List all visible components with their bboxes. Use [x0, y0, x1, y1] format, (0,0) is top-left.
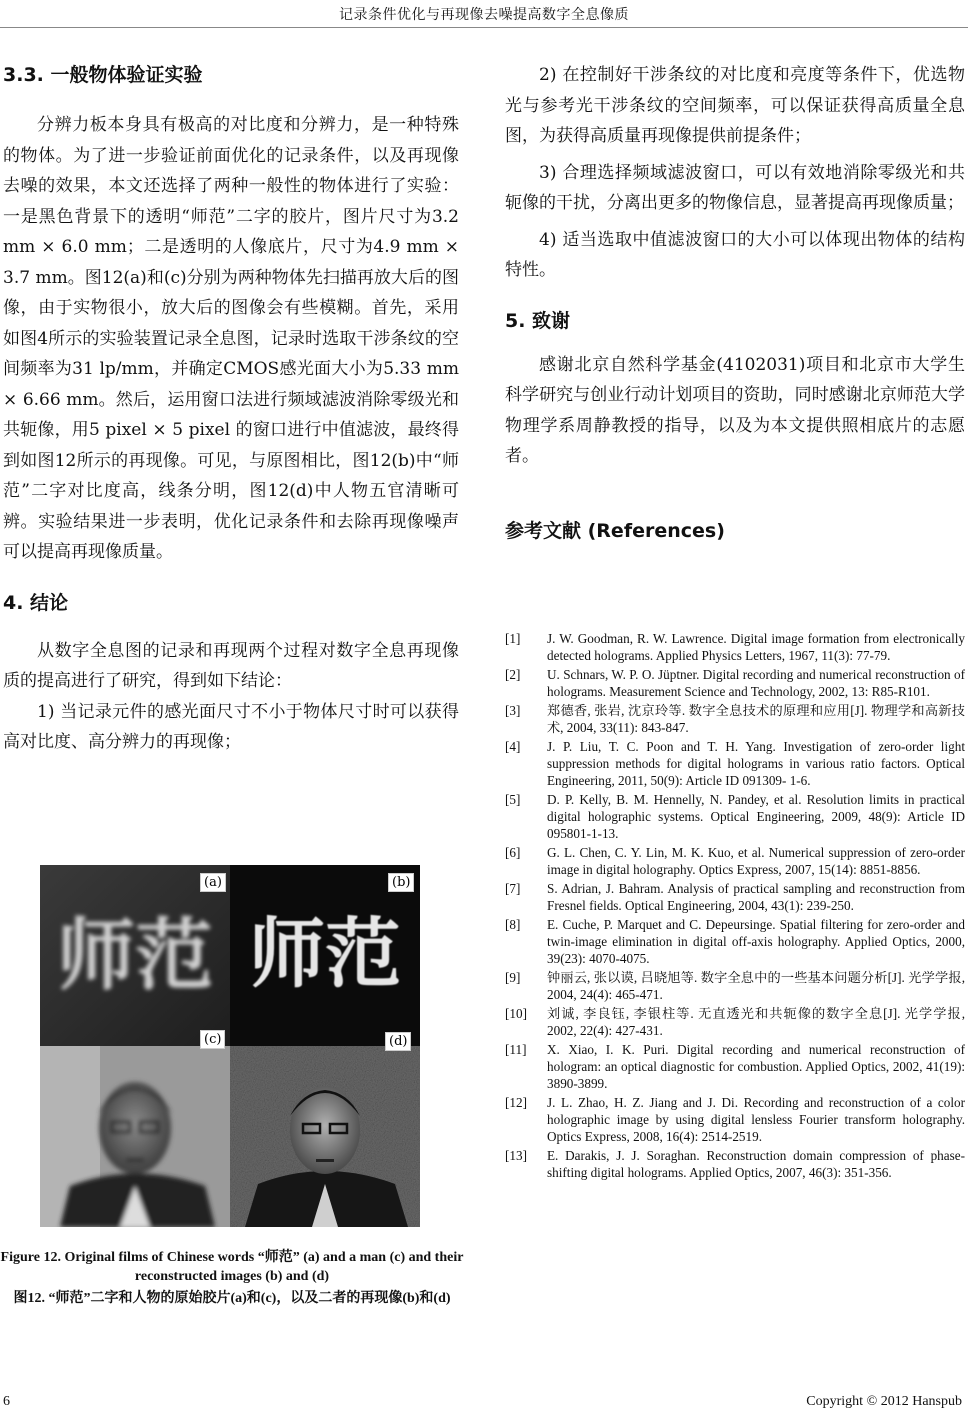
panel-label-c: (c) [200, 1030, 225, 1049]
figure-panel-d [230, 1046, 420, 1227]
reference-number: [7] [505, 881, 521, 896]
figure-caption-cn: 图12. “师范”二字和人物的原始胶片(a)和(c)，以及二者的再现像(b)和(d) [13, 1291, 451, 1306]
panel-b-chars: 师范 [249, 909, 401, 998]
figure-panel-b [230, 865, 420, 1046]
figure-panel-a [40, 865, 230, 1046]
reference-item [505, 791, 965, 842]
reference-text: 钟丽云, 张以谟, 吕晓旭等. 数字全息中的一些基本问题分析[J]. 光学学报, 2004, 24(4): 465-471. [547, 970, 965, 1002]
reference-text: E. Darakis, J. J. Soraghan. Reconstruction domain compression of phase-shifting digital holograms. Applied Optics, 2007, 46(3): 351-356. [547, 1148, 965, 1180]
reference-number: [1] [505, 631, 521, 646]
conclusion-item-4: 4) 适当选取中值滤波窗口的大小可以体现出物体的结构特性。 [505, 229, 965, 280]
panel-label-a: (a) [200, 873, 226, 892]
conclusion-item-3: 3) 合理选择频域滤波窗口，可以有效地消除零级光和共轭像的干扰，分离出更多的物像信息，显著提高再现像质量； [505, 162, 965, 213]
reference-number: [9] [505, 970, 521, 985]
references-title: 参考文献 (References) [505, 519, 725, 542]
reference-item [505, 1147, 965, 1181]
reference-item [505, 702, 965, 736]
reference-text: D. P. Kelly, B. M. Hennelly, N. Pandey, et al. Resolution limits in practical digital holographic systems. Optical Engineering, 2009, 48(9): Article ID 095801-1-13. [547, 792, 965, 841]
reference-number: [2] [505, 667, 521, 682]
figure-caption-en: Figure 12. Original films of Chinese words “师范” (a) and a man (c) and their reconstructed images (b) and (d) [0, 1250, 464, 1284]
section-4-title: 4. 结论 [3, 591, 69, 614]
reference-number: [10] [505, 1006, 527, 1021]
conclusion-item-2: 2) 在控制好干涉条纹的对比度和亮度等条件下，优选物光与参考光干涉条纹的空间频率，可以保证获得高质量全息图，为获得高质量再现像提供前提条件； [505, 65, 965, 146]
panel-b-image [230, 865, 420, 1046]
section-4-paragraph-1: 从数字全息图的记录和再现两个过程对数字全息再现像质的提高进行了研究，得到如下结论： [3, 640, 459, 691]
reference-item [505, 1041, 965, 1092]
reference-item [505, 666, 965, 700]
reference-number: [6] [505, 845, 521, 860]
panel-label-b: (b) [388, 873, 414, 892]
panel-a-image [40, 865, 230, 1046]
reference-item [505, 916, 965, 967]
reference-text: U. Schnars, W. P. O. Jüptner. Digital recording and numerical reconstruction of holograms. Measurement Science and Technology, 2002, 13: R85-R101. [547, 667, 965, 699]
reference-item [505, 880, 965, 914]
section-3-3-title: 3.3. 一般物体验证实验 [3, 64, 203, 86]
reference-number: [8] [505, 917, 521, 932]
running-header: 记录条件优化与再现像去噪提高数字全息像质 [339, 7, 629, 23]
section-3-3-paragraph: 分辨力板本身具有极高的对比度和分辨力，是一种特殊的物体。为了进一步验证前面优化的记录条件，以及再现像去噪的效果，本文还选择了两种一般性的物体进行了实验：一是黑色背景下的透明“师范”二字的胶片，图片尺寸为3.2 mm × 6.0 mm；二是透明的人像底片，尺寸为4.9 mm × 3.7 mm。图12(a)和(c)分别为两种物体先扫描再放大后的图像，由于实物很小，放大后的图像会有些模糊。首先，采用如图4所示的实验装置记录全息图，记录时选取干涉条纹的空间频率为31 lp/mm，并确定CMOS感光面大小为5.33 mm × 6.66 mm。然后，运用窗口法进行频域滤波消除零级光和共轭像，用5 pixel × 5 pixel 的窗口进行中值滤波，最终得到如图12所示的再现像。可见，与原图相比，图12(b)中“师范”二字对比度高，线条分明，图12(d)中人物五官清晰可辨。实验结果进一步表明，优化记录条件和去除再现像噪声可以提高再现像质量。 [3, 115, 459, 562]
reference-number: [11] [505, 1042, 527, 1057]
reference-text: X. Xiao, I. K. Puri. Digital recording and numerical reconstruction of hologram: an optical diagnostic for combustion. Applied Optics, 2002, 41(19): 3890-3899. [547, 1042, 965, 1091]
page-number: 6 [3, 1394, 10, 1409]
left-column [3, 60, 459, 758]
reference-number: [12] [505, 1095, 527, 1110]
copyright-notice: Copyright © 2012 Hanspub [806, 1394, 962, 1409]
header-rule [0, 27, 968, 28]
right-column [505, 60, 965, 544]
reference-number: [4] [505, 739, 521, 754]
reference-item [505, 738, 965, 789]
acknowledgement-paragraph: 感谢北京自然科学基金(4102031)项目和北京市大学生科学研究与创业行动计划项目的资助，同时感谢北京师范大学物理学系周静教授的指导，以及为本文提供照相底片的志愿者。 [505, 354, 965, 466]
reference-text: 刘诚, 李良钰, 李银柱等. 无直透光和共轭像的数字全息[J]. 光学学报, 2002, 22(4): 427-431. [547, 1006, 965, 1038]
panel-label-d: (d) [385, 1032, 411, 1051]
reference-text: 郑德香, 张岩, 沈京玲等. 数字全息技术的原理和应用[J]. 物理学和高新技术, 2004, 33(11): 843-847. [547, 703, 965, 735]
reference-text: J. W. Goodman, R. W. Lawrence. Digital image formation from electronically detected holograms. Applied Physics Letters, 1967, 11(3): 77-79. [547, 631, 965, 663]
reference-item [505, 844, 965, 878]
reference-item [505, 969, 965, 1003]
panel-c-image [40, 1046, 230, 1227]
section-4-paragraph-2: 1) 当记录元件的感光面尺寸不小于物体尺寸时可以获得高对比度、高分辨力的再现像； [3, 701, 459, 752]
figure-12 [40, 865, 420, 1227]
panel-a-chars: 师范 [56, 911, 214, 1001]
reference-text: J. P. Liu, T. C. Poon and T. H. Yang. Investigation of zero-order light suppression methods for digital holograms in various ratio factors. Optical Engineering, 2011, 50(9): Article ID 091309- 1-6. [547, 739, 965, 788]
panel-d-image [230, 1046, 420, 1227]
reference-number: [3] [505, 703, 521, 718]
reference-number: [13] [505, 1148, 527, 1163]
reference-list [505, 630, 965, 1183]
figure-panel-c [40, 1046, 230, 1227]
reference-item [505, 630, 965, 664]
reference-text: S. Adrian, J. Bahram. Analysis of practical sampling and reconstruction from Fresnel fields. Optical Engineering, 2004, 43(1): 239-250. [547, 881, 965, 913]
reference-text: J. L. Zhao, H. Z. Jiang and J. Di. Recording and reconstruction of a color holographic image by using digital lensless Fourier transform holography. Optics Express, 2008, 16(4): 2514-2519. [547, 1095, 965, 1144]
reference-text: G. L. Chen, C. Y. Lin, M. K. Kuo, et al. Numerical suppression of zero-order image in digital holography. Optics Express, 2007, 15(14): 8851-8856. [547, 845, 965, 877]
section-5-title: 5. 致谢 [505, 309, 571, 332]
reference-item [505, 1094, 965, 1145]
reference-item [505, 1005, 965, 1039]
reference-number: [5] [505, 792, 521, 807]
reference-text: E. Cuche, P. Marquet and C. Depeursinge. Spatial filtering for zero-order and twin-image elimination in digital off-axis holography. Applied Optics, 2000, 39(23): 4070-4075. [547, 917, 965, 966]
